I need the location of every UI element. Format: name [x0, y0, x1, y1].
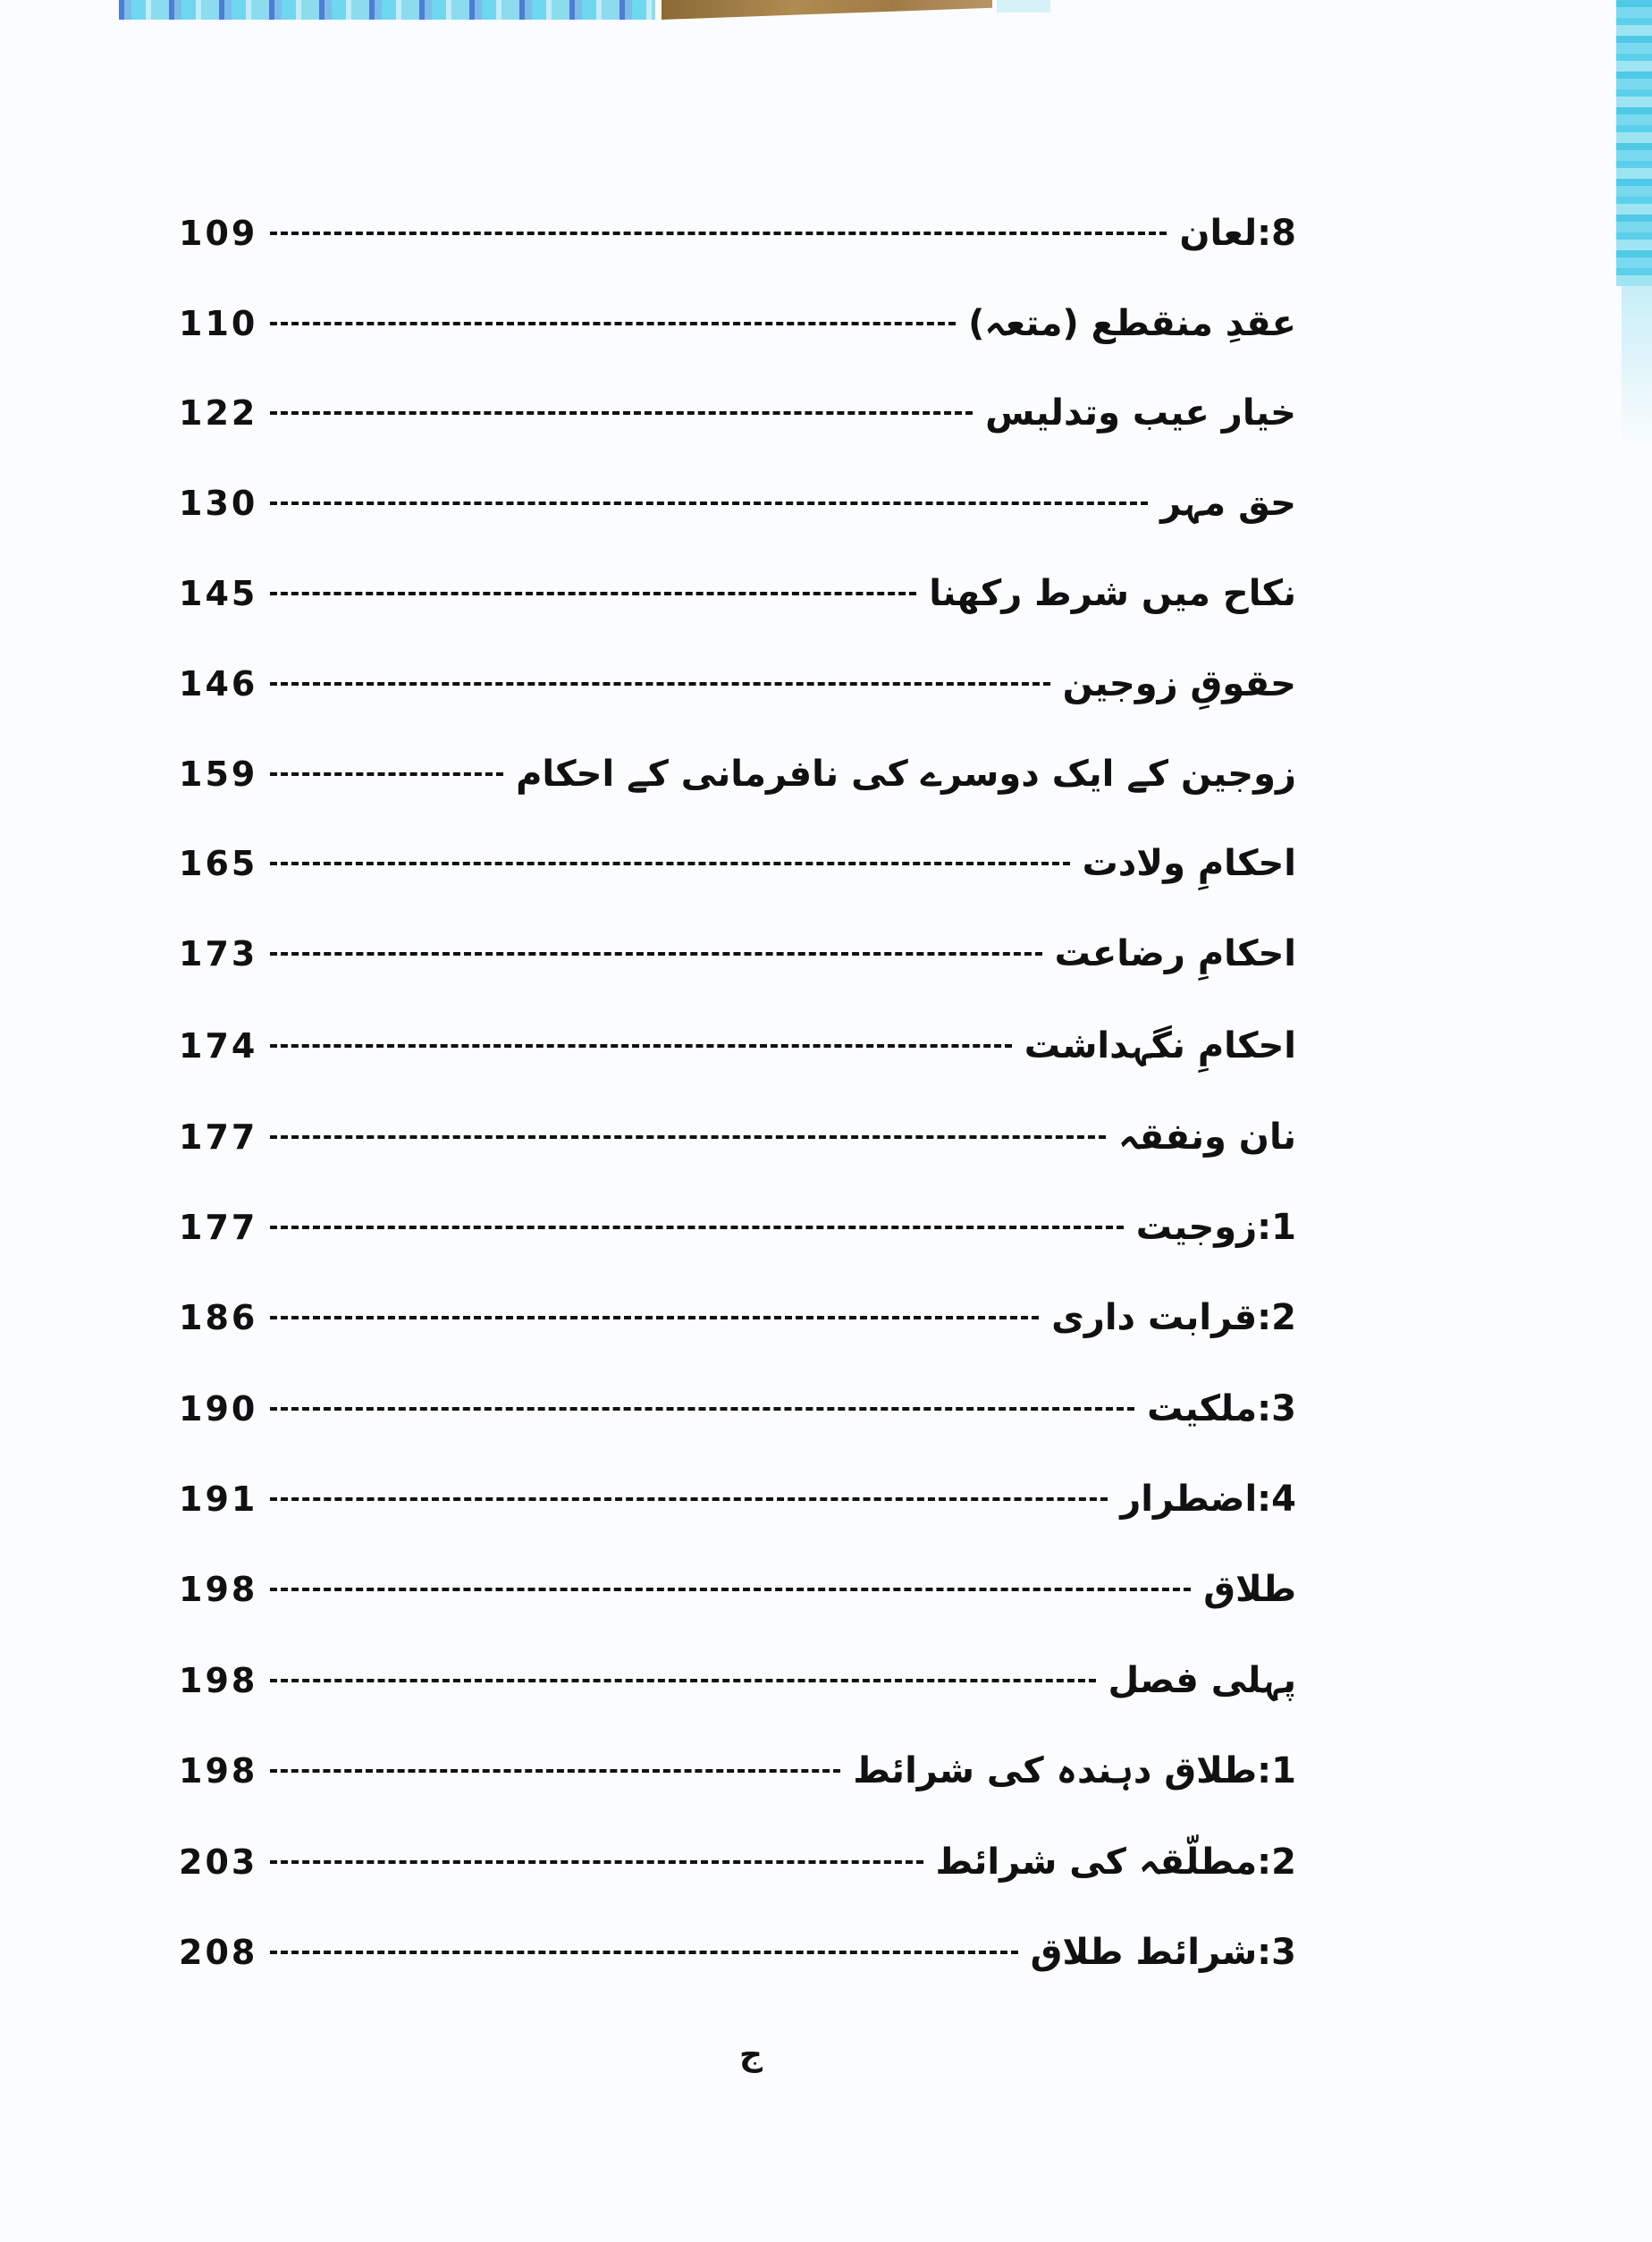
toc-entry [179, 562, 1296, 625]
toc-dotted-leader [270, 772, 503, 776]
toc-entry [179, 1378, 1296, 1440]
toc-entry-title: 3:ملکیت [1147, 1388, 1296, 1429]
toc-entry-title: 1:طلاق دہندہ کی شرائط [853, 1750, 1296, 1791]
toc-entry-title: نکاح میں شرط رکھنا [929, 573, 1296, 614]
toc-entry [179, 1015, 1296, 1077]
toc-page-number: 198 [179, 1751, 258, 1791]
toc-dotted-leader [270, 1407, 1134, 1411]
toc-entry [179, 1831, 1296, 1893]
toc-entry [179, 1921, 1296, 1984]
toc-entry [179, 923, 1296, 985]
toc-entry-title: 1:زوجیت [1135, 1207, 1296, 1248]
toc-entry [179, 832, 1296, 895]
toc-entry [179, 1649, 1296, 1712]
page-footer-letter: ج [739, 2036, 763, 2073]
toc-entry-title: پہلی فصل [1108, 1660, 1296, 1701]
toc-page-number: 165 [179, 844, 258, 883]
toc-dotted-leader [270, 682, 1050, 686]
toc-entry [179, 743, 1296, 805]
toc-dotted-leader [270, 1860, 923, 1864]
toc-dotted-leader [270, 1135, 1106, 1139]
toc-page-number: 191 [179, 1479, 258, 1519]
toc-page-number: 109 [179, 214, 258, 253]
toc-entry [179, 1468, 1296, 1530]
toc-page-number: 174 [179, 1026, 258, 1066]
toc-entry-title: حقوقِ زوجین [1062, 663, 1296, 704]
toc-dotted-leader [270, 232, 1167, 235]
toc-dotted-leader [270, 1316, 1039, 1319]
toc-dotted-leader [270, 1044, 1012, 1048]
toc-entry-title: 8:لعان [1179, 213, 1296, 254]
toc-dotted-leader [270, 952, 1042, 956]
toc-entry [179, 292, 1296, 355]
toc-entry [179, 472, 1296, 535]
toc-page-number: 190 [179, 1389, 258, 1429]
toc-dotted-leader [270, 502, 1148, 505]
toc-entry-title: 2:قرابت داری [1051, 1297, 1296, 1338]
toc-page-number: 145 [179, 574, 258, 613]
toc-entry [179, 1106, 1296, 1168]
toc-entry [179, 382, 1296, 444]
toc-entry [179, 1286, 1296, 1349]
toc-page-number: 203 [179, 1842, 258, 1882]
toc-dotted-leader [270, 1588, 1191, 1591]
toc-entry [179, 1558, 1296, 1621]
toc-page-number: 130 [179, 484, 258, 523]
toc-dotted-leader [270, 1679, 1096, 1682]
toc-page-number: 208 [179, 1933, 258, 1972]
toc-entry [179, 1740, 1296, 1802]
toc-page-number: 177 [179, 1117, 258, 1157]
toc-page-number: 110 [179, 304, 258, 343]
toc-page-number: 186 [179, 1298, 258, 1337]
toc-entry-title: حق مہر [1160, 483, 1296, 524]
toc-page-number: 198 [179, 1570, 258, 1609]
toc-dotted-leader [270, 322, 956, 325]
toc-page-number: 122 [179, 393, 258, 433]
toc-page-number: 177 [179, 1208, 258, 1247]
toc-entry-title: طلاق [1203, 1569, 1296, 1610]
toc-entry-title: 4:اضطرار [1120, 1479, 1296, 1520]
toc-entry [179, 1196, 1296, 1259]
toc-entry-title: 3:شرائط طلاق [1030, 1932, 1296, 1973]
toc-page-number: 198 [179, 1661, 258, 1700]
toc-entry-title: خیار عیب وتدلیس [985, 392, 1296, 434]
toc-page-number: 173 [179, 934, 258, 974]
toc-entry-title: احکامِ ولادت [1082, 843, 1296, 884]
toc-dotted-leader [270, 862, 1070, 865]
toc-entry-title: احکامِ نگہداشت [1024, 1025, 1296, 1066]
toc-entry [179, 202, 1296, 265]
toc-entry-title: احکامِ رضاعت [1054, 933, 1296, 974]
toc-dotted-leader [270, 1497, 1108, 1501]
toc-page-number: 146 [179, 664, 258, 704]
toc-entry-title: عقدِ منقطع (متعہ) [968, 303, 1296, 344]
toc-dotted-leader [270, 411, 973, 415]
toc-entry [179, 653, 1296, 715]
toc-dotted-leader [270, 1769, 840, 1773]
toc-dotted-leader [270, 1226, 1124, 1229]
toc-dotted-leader [270, 1951, 1018, 1954]
toc-entry-title: 2:مطلّقہ کی شرائط [935, 1842, 1296, 1883]
toc-entry-title: نان ونفقہ [1117, 1117, 1296, 1158]
toc-page-number: 159 [179, 754, 258, 794]
toc-entry-title: زوجین کے ایک دوسرے کی نافرمانی کے احکام [516, 754, 1296, 795]
toc-dotted-leader [270, 592, 916, 595]
